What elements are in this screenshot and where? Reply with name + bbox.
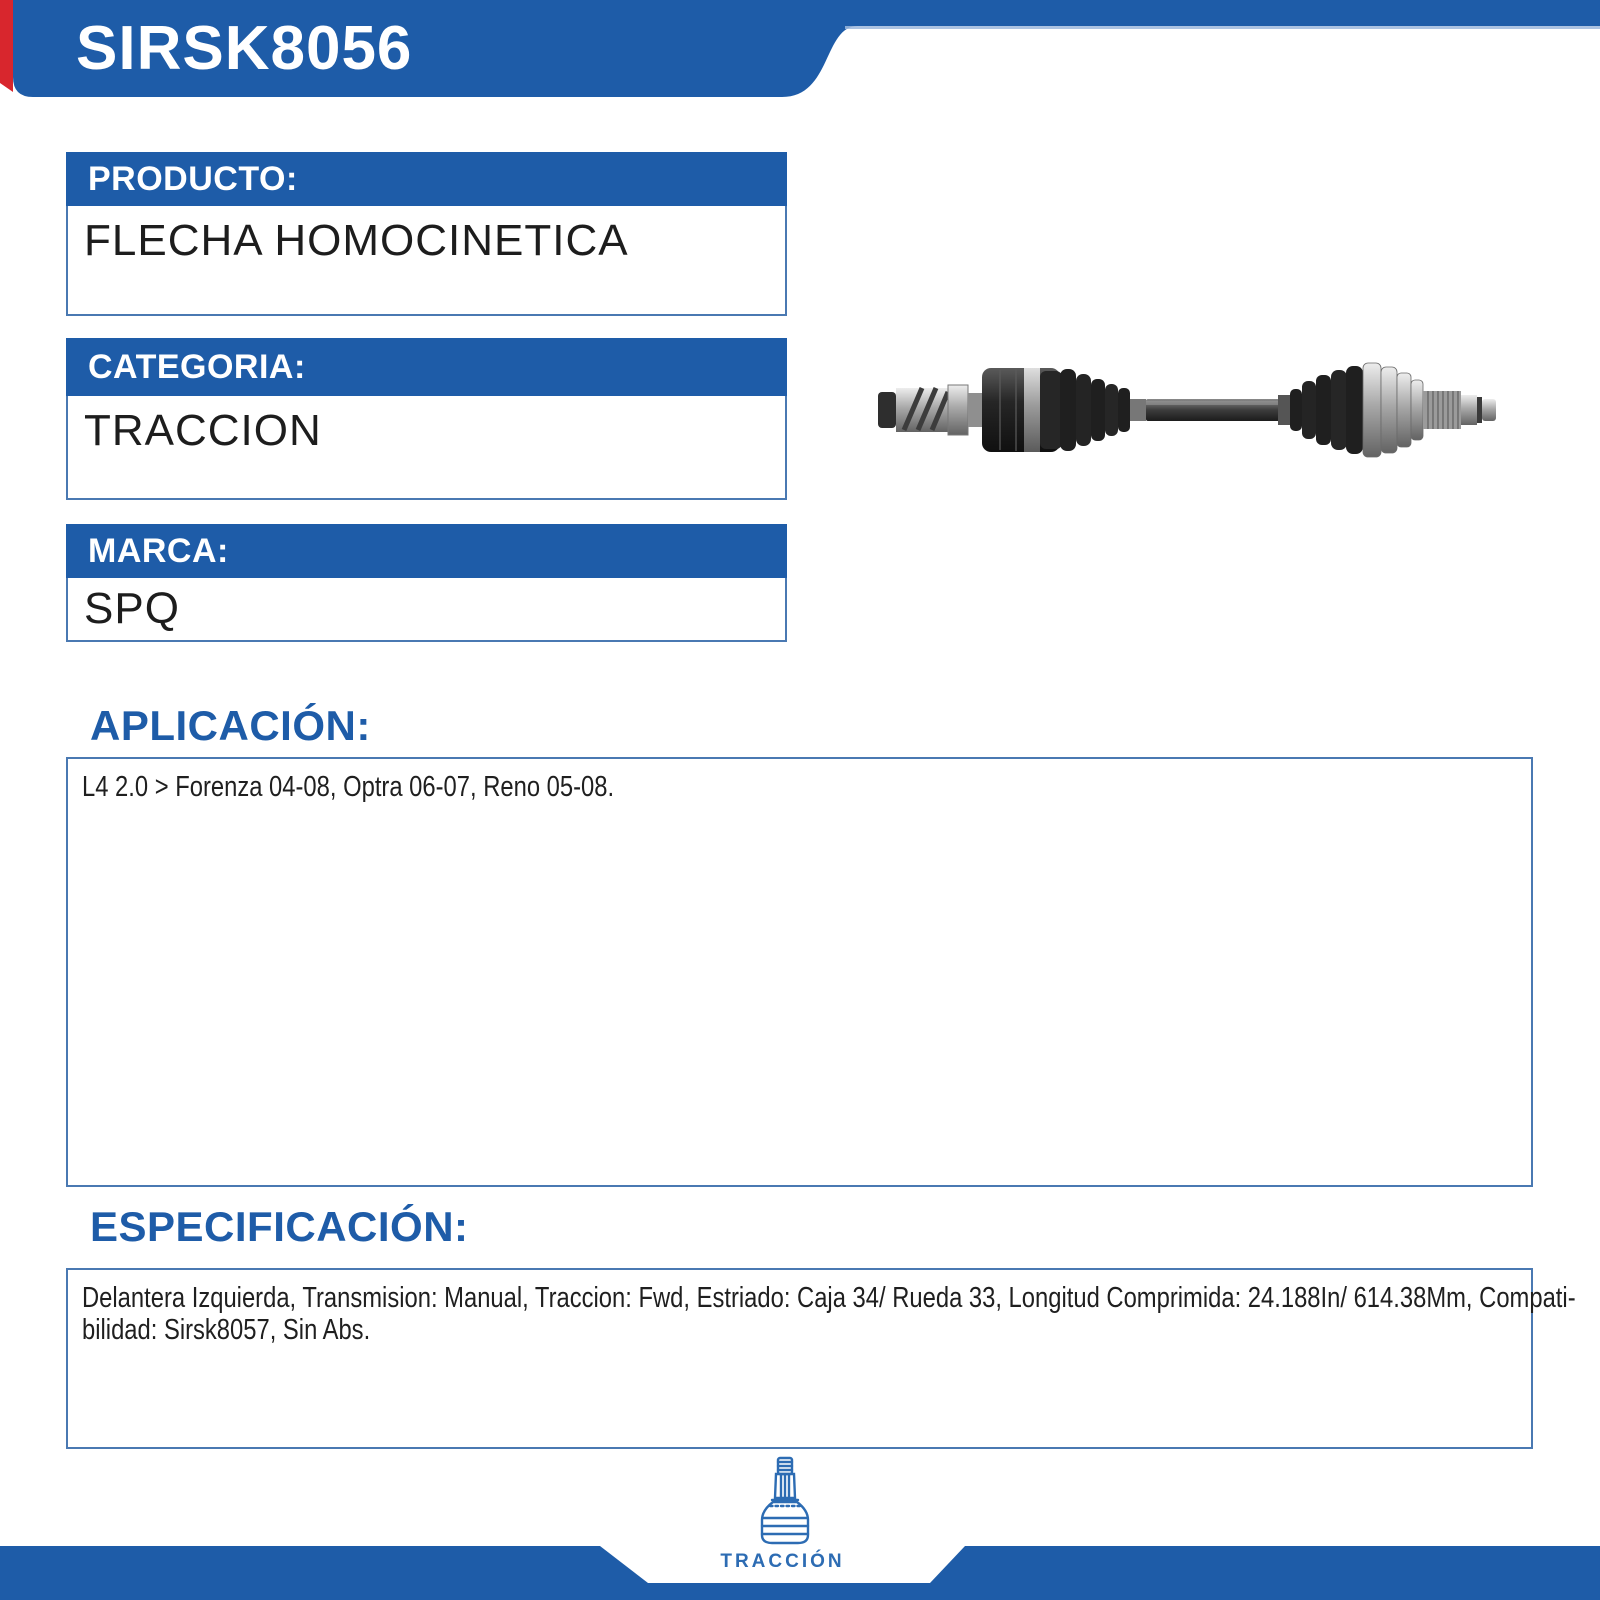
- marca-value: SPQ: [66, 578, 787, 642]
- aplicacion-text: L4 2.0 > Forenza 04-08, Optra 06-07, Reno 05-08.: [82, 771, 615, 803]
- aplicacion-box: [66, 757, 1533, 1187]
- producto-value: FLECHA HOMOCINETICA: [66, 206, 787, 316]
- categoria-label: CATEGORIA:: [66, 338, 787, 396]
- producto-box: [66, 152, 787, 316]
- especificacion-line-2: bilidad: Sirsk8057, Sin Abs.: [82, 1314, 371, 1347]
- cv-joint-icon: [752, 1456, 818, 1546]
- producto-label: PRODUCTO:: [66, 152, 787, 206]
- especificacion-title: ESPECIFICACIÓN:: [90, 1203, 469, 1250]
- cv-axle-photo: [858, 335, 1508, 485]
- marca-box: [66, 524, 787, 642]
- especificacion-line-1: Delantera Izquierda, Transmision: Manual, Traccion: Fwd, Estriado: Caja 34/ Rueda 33, Longitud Comprimida: 24.188In/ 614.38Mm, Compati-: [82, 1282, 1576, 1314]
- footer-category-label: TRACCIÓN: [720, 1551, 845, 1572]
- aplicacion-title: APLICACIÓN:: [90, 702, 371, 749]
- red-accent-stripe: [0, 0, 13, 92]
- especificacion-box: [66, 1268, 1576, 1449]
- categoria-value: TRACCION: [66, 396, 787, 500]
- marca-label: MARCA:: [66, 524, 787, 578]
- page-title: SIRSK8056: [76, 14, 413, 83]
- categoria-box: [66, 338, 787, 500]
